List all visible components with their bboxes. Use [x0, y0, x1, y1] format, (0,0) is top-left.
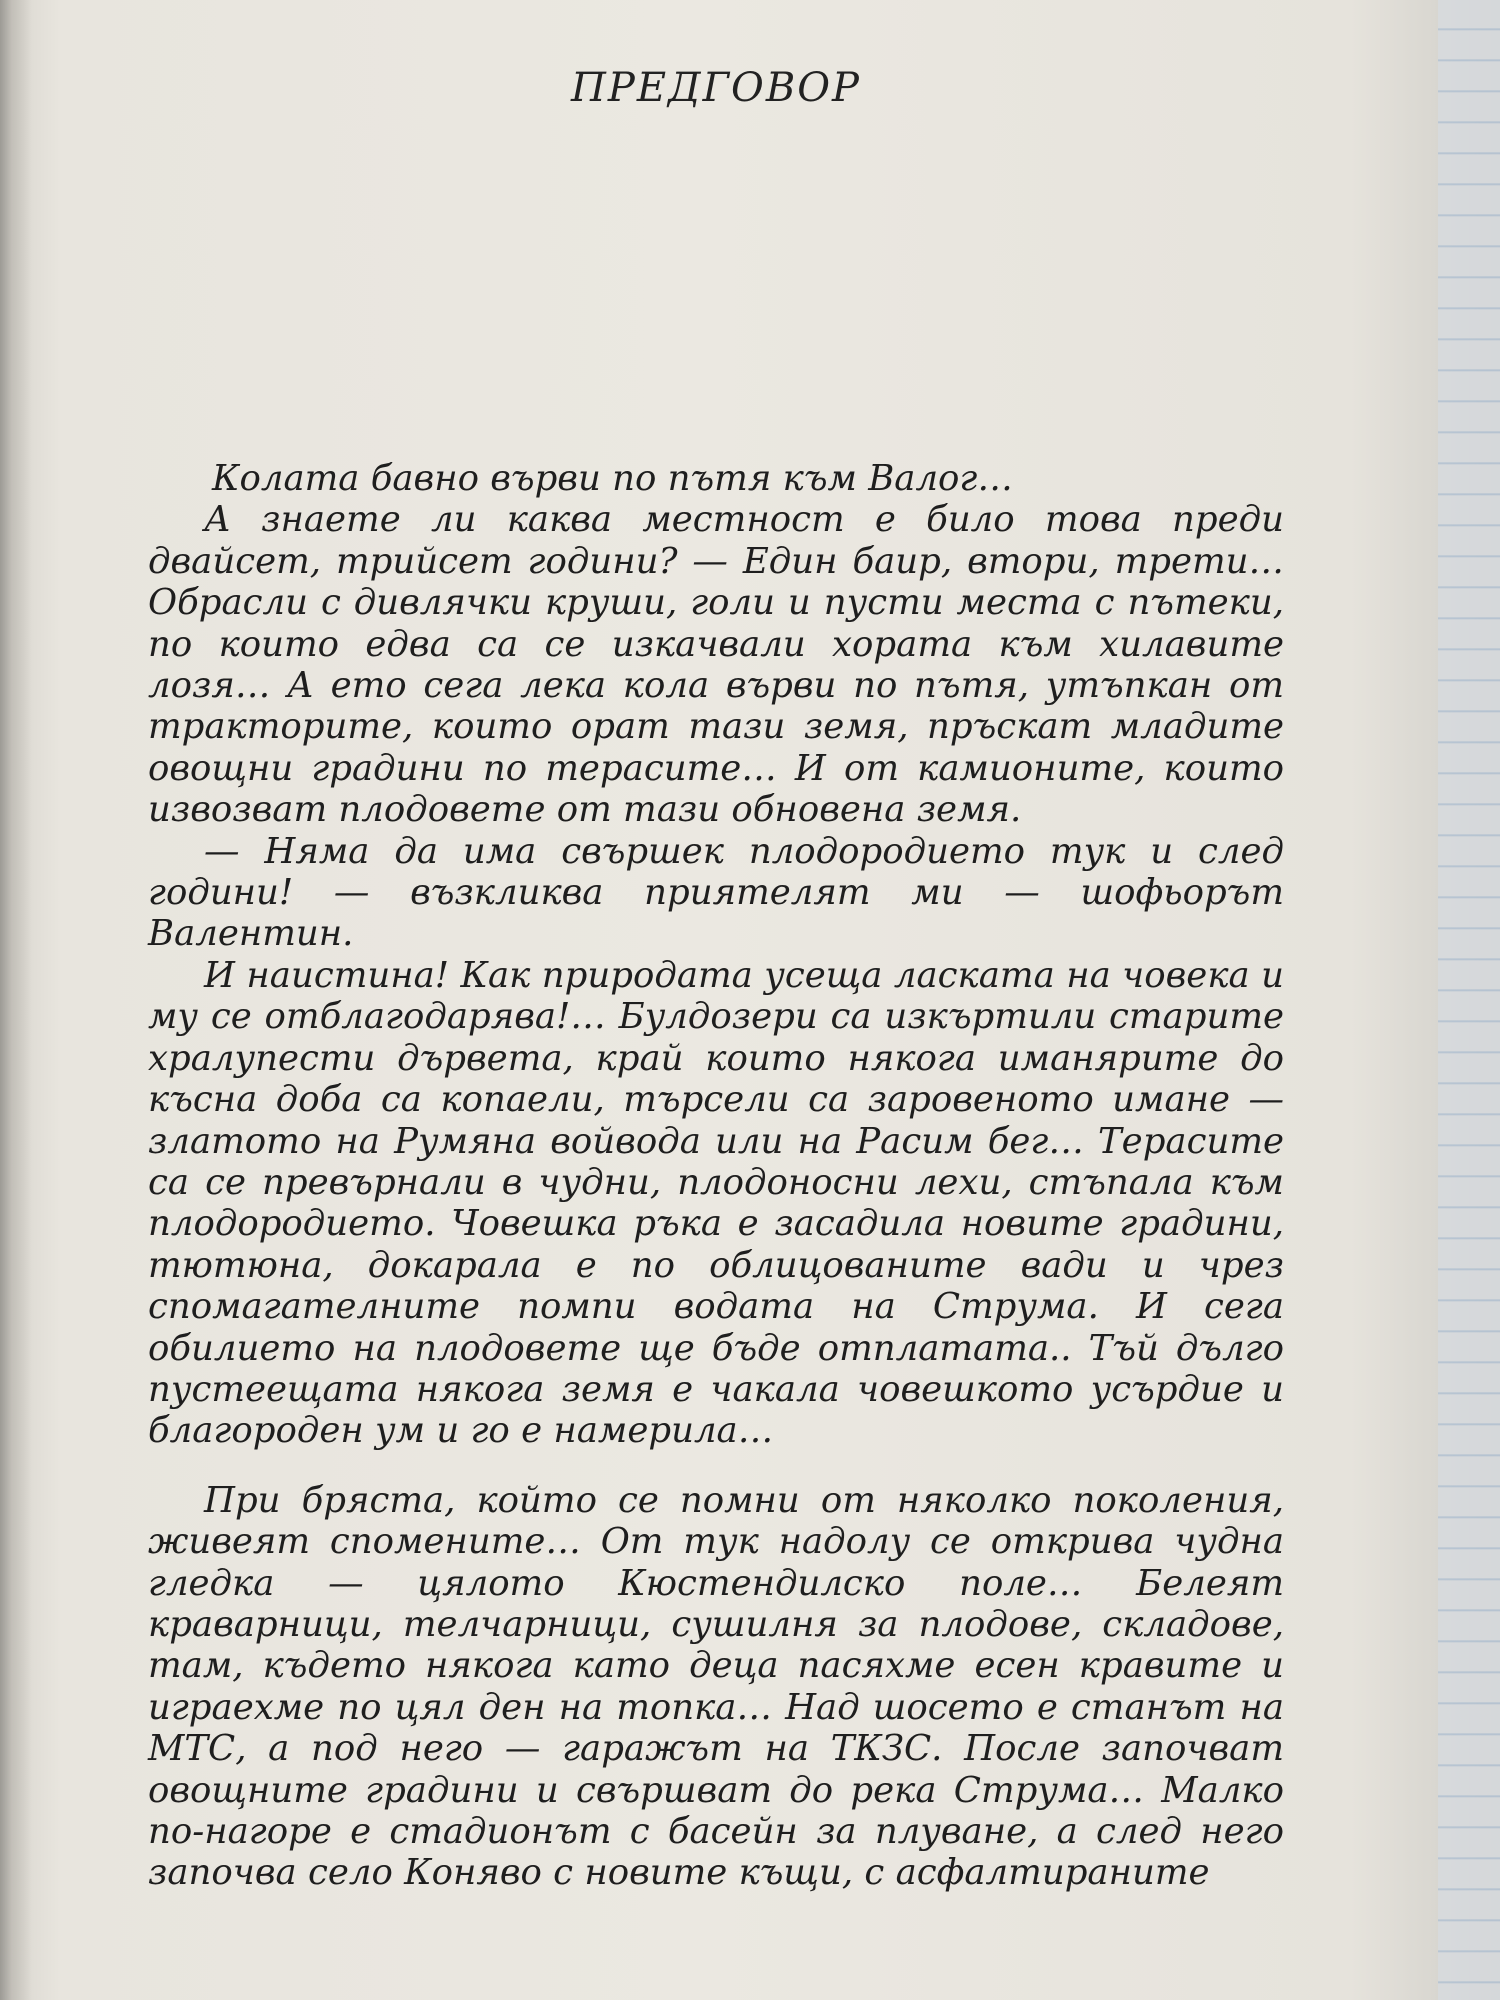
body-text — [148, 458, 1284, 1894]
page-content — [148, 48, 1284, 1894]
paragraph-2: А знаете ли каква местност е било това преди двайсет, трийсет години? — Един баир, втори, трети… Обрасли с дивлячки круши, голи и пусти места с пътеки, по които едва са се изкачвали хората към хилавите лозя… А ето сега лека кола върви по пътя, утъпкан от тракторите, които орат тази земя, пръскат младите овощни градини по терасите… И от камионите, които извозват плодовете от тази обновена земя. — [148, 499, 1284, 831]
paragraph-4: И наистина! Как природата усеща ласката на човека и му се отблагодарява!… Булдозери са изкъртили старите хралупести дървета, край които някога иманярите до късна доба са копаели, търсели са заровеното имане — златото на Румяна войвода или на Расим бег… Терасите са се превърнали в чудни, плодоносни лехи, стъпала към плодородието. Човешка ръка е засадила новите градини, тютюна, докарала е по облицованите вади и чрез спомагателните помпи водата на Струма. И сега обилието на плодовете ще бъде отплатата.. Тъй дълго пустеещата някога земя е чакала човешкото усърдие и благороден ум и го е намерила… — [148, 954, 1284, 1452]
page-title: ПРЕДГОВОР — [571, 65, 861, 111]
paragraph-3: — Няма да има свършек плодородието тук и след години! — възкликва приятелят ми — шофьорът Валентин. — [148, 830, 1284, 955]
book-binding — [0, 0, 32, 2000]
paragraph-1: Колата бавно върви по пътя към Валог… — [212, 458, 1013, 499]
paragraph-5: При бряста, който се помни от няколко поколения, живеят спомените… От тук надолу се открива чудна гледка — цялото Кюстендилско поле… Белеят краварници, телчарници, сушилня за плодове, складове, там, където някога като деца пасяхме есен кравите и играехме по цял ден на топка… Над шосето е станът на МТС, а под него — гаражът на ТКЗС. После започват овощните градини и свършват до река Струма… Малко по-нагоре е стадионът с басейн за плуване, а след него започва село Коняво с новите къщи, с асфалтираните — [148, 1479, 1284, 1894]
notebook-edge — [1438, 0, 1500, 2000]
